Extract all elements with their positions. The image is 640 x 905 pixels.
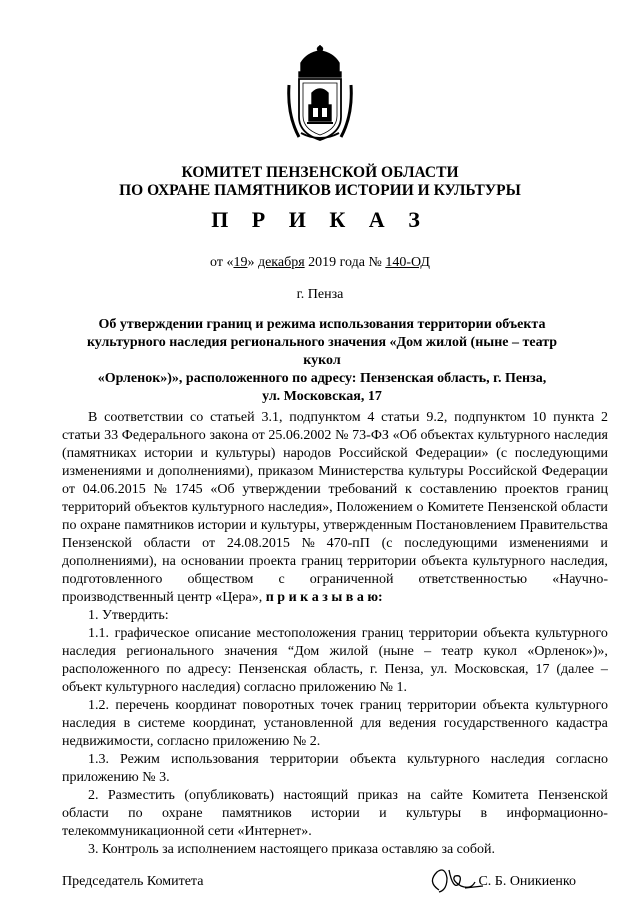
word: 4 bbox=[367, 410, 375, 425]
word: Министерства bbox=[318, 464, 404, 479]
word: 9.2, bbox=[426, 410, 448, 425]
word: составлению bbox=[419, 482, 497, 497]
word: 3.1, bbox=[261, 410, 283, 425]
document-number: 140-ОД bbox=[385, 255, 430, 270]
word: графическое bbox=[114, 626, 190, 641]
paragraph-line bbox=[88, 409, 608, 427]
word: № bbox=[335, 428, 349, 443]
word: статьей bbox=[210, 410, 255, 425]
word: объектах bbox=[420, 428, 474, 443]
word: Московская, bbox=[454, 662, 529, 677]
signatory-position: Председатель Комитета bbox=[62, 874, 204, 889]
word: ведения bbox=[388, 716, 437, 731]
word: территории bbox=[408, 626, 478, 641]
word: театр bbox=[441, 644, 474, 659]
word: (с bbox=[381, 536, 393, 551]
item-1-1-line bbox=[62, 643, 608, 661]
word: ограниченной bbox=[309, 572, 394, 587]
word: статьи bbox=[381, 410, 420, 425]
word: 73-ФЗ bbox=[352, 428, 389, 443]
item-1-1-line bbox=[62, 661, 608, 679]
word: по bbox=[128, 806, 143, 821]
word: 33 bbox=[104, 428, 119, 443]
word: информационно- bbox=[506, 806, 608, 821]
word: и bbox=[600, 536, 608, 551]
word: 10 bbox=[532, 410, 547, 425]
word: территорий bbox=[62, 500, 131, 515]
word: «Научно- bbox=[552, 572, 608, 587]
word: сайте bbox=[430, 788, 463, 803]
word: точек bbox=[320, 698, 354, 713]
word: приказ bbox=[357, 788, 398, 803]
word: 2 bbox=[600, 410, 608, 425]
word: истории bbox=[197, 518, 247, 533]
word: «Об bbox=[392, 428, 417, 443]
word: истории bbox=[144, 446, 193, 461]
paragraph-line bbox=[62, 553, 608, 571]
word: пункта bbox=[553, 410, 595, 425]
word: Пензенской bbox=[538, 788, 608, 803]
word: «Орленок»)», bbox=[527, 644, 608, 659]
word: 24.08.2015 bbox=[226, 536, 290, 551]
word: системе bbox=[137, 716, 186, 731]
document-subject: Об утверждении границ и режима использования территории объекта культурного наследия регионального значения «Дом жилой (ныне – театр кукол «Орленок»)», расположенного по адресу: Пензенская область, г. Пенза, ул. Московская, 17 bbox=[86, 317, 558, 404]
item-2-line bbox=[62, 805, 608, 823]
order-keyword: п р и к а з ы в а ю: bbox=[265, 590, 383, 605]
item-1-1-line: объект культурного наследия) согласно приложению № 1. bbox=[62, 680, 408, 695]
item-3: 3. Контроль за исполнением настоящего приказа оставляю за собой. bbox=[88, 842, 496, 857]
org-name-line-1: КОМИТЕТ ПЕНЗЕНСКОЙ ОБЛАСТИ bbox=[181, 164, 459, 181]
word: дополнениями), bbox=[62, 554, 158, 569]
word: согласно bbox=[555, 752, 608, 767]
paragraph-line: производственный центр «Цера», п р и к а з ы в а ю: bbox=[62, 590, 383, 605]
org-name-line-2: ПО ОХРАНЕ ПАМЯТНИКОВ ИСТОРИИ И КУЛЬТУРЫ bbox=[119, 182, 521, 199]
word: Пензенской bbox=[487, 500, 558, 515]
word: Комитете bbox=[427, 500, 484, 515]
word: о bbox=[416, 500, 424, 515]
word: границ bbox=[566, 482, 608, 497]
word: наследия bbox=[490, 752, 545, 767]
word: Разместить bbox=[107, 788, 175, 803]
word: изменениями bbox=[62, 464, 142, 479]
word: и bbox=[379, 806, 387, 821]
word: и bbox=[200, 446, 208, 461]
word: Комитета bbox=[472, 788, 529, 803]
paragraph-line bbox=[62, 427, 608, 445]
word: памятников bbox=[221, 806, 292, 821]
word: последующими bbox=[514, 446, 608, 461]
word: наследия bbox=[62, 716, 116, 731]
word: В bbox=[88, 410, 98, 425]
word: координат bbox=[175, 698, 237, 713]
word: описание bbox=[195, 626, 251, 641]
word: ул. bbox=[430, 662, 448, 677]
word: Российской bbox=[338, 446, 408, 461]
item-1-2-line bbox=[62, 715, 608, 733]
word: объекта bbox=[349, 752, 397, 767]
word: объекта bbox=[483, 626, 530, 641]
word: – bbox=[424, 644, 432, 659]
word: Пензенской bbox=[62, 536, 132, 551]
word: от bbox=[251, 428, 265, 443]
word: Режим bbox=[120, 752, 160, 767]
word: на bbox=[407, 788, 421, 803]
paragraph-line bbox=[62, 445, 608, 463]
word: объекта bbox=[482, 698, 530, 713]
word: кадастра bbox=[556, 716, 608, 731]
date-month: декабря bbox=[257, 255, 305, 270]
word: обществом bbox=[187, 572, 254, 587]
word: последующими bbox=[404, 536, 498, 551]
word: с bbox=[278, 572, 285, 587]
word: установленной bbox=[263, 716, 354, 731]
item-2-line: телекоммуникационной сети «Интернет». bbox=[62, 824, 312, 839]
word: (опубликовать) bbox=[184, 788, 275, 803]
word: в bbox=[123, 716, 131, 731]
item-1-3-line bbox=[88, 751, 608, 769]
word: культуры) bbox=[215, 446, 276, 461]
city: г. Пенза bbox=[296, 287, 344, 302]
word: территории bbox=[269, 752, 339, 767]
word: 2. bbox=[88, 788, 99, 803]
word: границ bbox=[361, 626, 404, 641]
item-2-line bbox=[88, 787, 608, 805]
coat-of-arms-emblem bbox=[285, 45, 355, 142]
word: территории bbox=[407, 698, 477, 713]
word: Пенза, bbox=[384, 662, 424, 677]
word: настоящий bbox=[283, 788, 349, 803]
document-date-line: от «19» декабря 2019 года № 140-ОД bbox=[210, 255, 430, 270]
word: проекта bbox=[249, 554, 297, 569]
paragraph-line bbox=[62, 535, 608, 553]
word: границ bbox=[301, 554, 343, 569]
word: области bbox=[62, 806, 109, 821]
word: Федерации» bbox=[415, 446, 489, 461]
word: № bbox=[301, 536, 315, 551]
word: к bbox=[405, 482, 412, 497]
word: Российской bbox=[468, 464, 538, 479]
word: по bbox=[166, 662, 181, 677]
word: г. bbox=[369, 662, 378, 677]
word: культурного bbox=[472, 554, 546, 569]
word: 470-пП bbox=[326, 536, 370, 551]
word: № bbox=[153, 482, 167, 497]
word: 1.2. bbox=[88, 698, 109, 713]
word: «Об bbox=[210, 482, 235, 497]
paragraph-line bbox=[62, 517, 608, 535]
word: культурного bbox=[477, 428, 551, 443]
word: культурного bbox=[535, 626, 608, 641]
word: наследия bbox=[553, 428, 608, 443]
word: памятников bbox=[124, 518, 195, 533]
paragraph-line bbox=[62, 499, 608, 517]
word: охране bbox=[80, 518, 121, 533]
word: государственного bbox=[443, 716, 549, 731]
word: перечень bbox=[115, 698, 170, 713]
signatory-name: С. Б. Оникиенко bbox=[478, 874, 576, 889]
word: подготовленного bbox=[62, 572, 163, 587]
word: значения bbox=[224, 644, 278, 659]
word: культурного bbox=[535, 698, 608, 713]
word: расположенного bbox=[62, 662, 160, 677]
date-day: 19 bbox=[233, 255, 248, 270]
word: утверждении bbox=[242, 482, 321, 497]
word: на bbox=[162, 554, 176, 569]
word: наследия bbox=[62, 644, 116, 659]
word: и bbox=[249, 518, 258, 533]
word: поворотных bbox=[242, 698, 315, 713]
paragraph-line bbox=[62, 463, 608, 481]
word: культуры bbox=[405, 806, 462, 821]
word: – bbox=[600, 662, 608, 677]
item-1-1-line bbox=[88, 625, 608, 643]
word: 17 bbox=[535, 662, 550, 677]
word: 1745 bbox=[174, 482, 203, 497]
word: ответственностью bbox=[418, 572, 528, 587]
word: приказом bbox=[257, 464, 314, 479]
word: границ bbox=[359, 698, 402, 713]
word: подпунктом bbox=[289, 410, 361, 425]
word: культуры, bbox=[260, 518, 320, 533]
word: регионального bbox=[126, 644, 214, 659]
word: от bbox=[202, 536, 216, 551]
word: (ныне bbox=[378, 644, 414, 659]
word: “Дом bbox=[287, 644, 320, 659]
item-1: 1. Утвердить: bbox=[88, 608, 169, 623]
word: для bbox=[360, 716, 382, 731]
word: подпунктом bbox=[454, 410, 526, 425]
word: изменениями bbox=[509, 536, 589, 551]
word: Постановлением bbox=[415, 518, 517, 533]
word: область, bbox=[313, 662, 363, 677]
word: со bbox=[190, 410, 204, 425]
word: использования bbox=[170, 752, 259, 767]
word: истории bbox=[311, 806, 360, 821]
word: наследия, bbox=[550, 554, 608, 569]
word: объекта bbox=[421, 554, 468, 569]
word: (памятниках bbox=[62, 446, 137, 461]
word: требований bbox=[328, 482, 398, 497]
word: (далее bbox=[556, 662, 594, 677]
word: культуры bbox=[408, 464, 464, 479]
word: Пензенская bbox=[238, 662, 307, 677]
word: культурного bbox=[407, 752, 480, 767]
paragraph-line bbox=[62, 571, 608, 589]
word: территории bbox=[347, 554, 417, 569]
word: адресу: bbox=[187, 662, 232, 677]
word: проектов bbox=[504, 482, 559, 497]
word: в bbox=[480, 806, 488, 821]
word: Федерации bbox=[541, 464, 608, 479]
word: по bbox=[62, 518, 77, 533]
word: 25.06.2002 bbox=[268, 428, 332, 443]
word: закона bbox=[209, 428, 249, 443]
word: дополнениями), bbox=[158, 464, 254, 479]
word: области bbox=[143, 536, 191, 551]
word: от bbox=[62, 482, 75, 497]
word: соответствии bbox=[104, 410, 184, 425]
word: наследия», bbox=[268, 500, 333, 515]
word: объектов bbox=[134, 500, 188, 515]
word: утвержденным bbox=[323, 518, 413, 533]
item-1-3-line: приложению № 3. bbox=[62, 770, 170, 785]
word: Положением bbox=[336, 500, 413, 515]
word: местоположения bbox=[256, 626, 357, 641]
word: (с bbox=[496, 446, 508, 461]
word: области bbox=[561, 500, 608, 515]
word: народов bbox=[283, 446, 332, 461]
word: и bbox=[146, 464, 154, 479]
word: координат, bbox=[192, 716, 257, 731]
word: охране bbox=[162, 806, 203, 821]
word: кукол bbox=[483, 644, 517, 659]
item-1-2-line: недвижимости, согласно приложению № 2. bbox=[62, 734, 321, 749]
word: 1.1. bbox=[88, 626, 109, 641]
word: культурного bbox=[191, 500, 265, 515]
word: Федерального bbox=[121, 428, 206, 443]
word: статьи bbox=[62, 428, 101, 443]
word: основании bbox=[180, 554, 245, 569]
paragraph-line bbox=[62, 481, 608, 499]
word: 1.3. bbox=[88, 752, 109, 767]
word: жилой bbox=[329, 644, 369, 659]
word: Правительства bbox=[519, 518, 608, 533]
word: 04.06.2015 bbox=[82, 482, 146, 497]
document-title: П Р И К А З bbox=[211, 207, 429, 232]
item-1-2-line bbox=[88, 697, 608, 715]
